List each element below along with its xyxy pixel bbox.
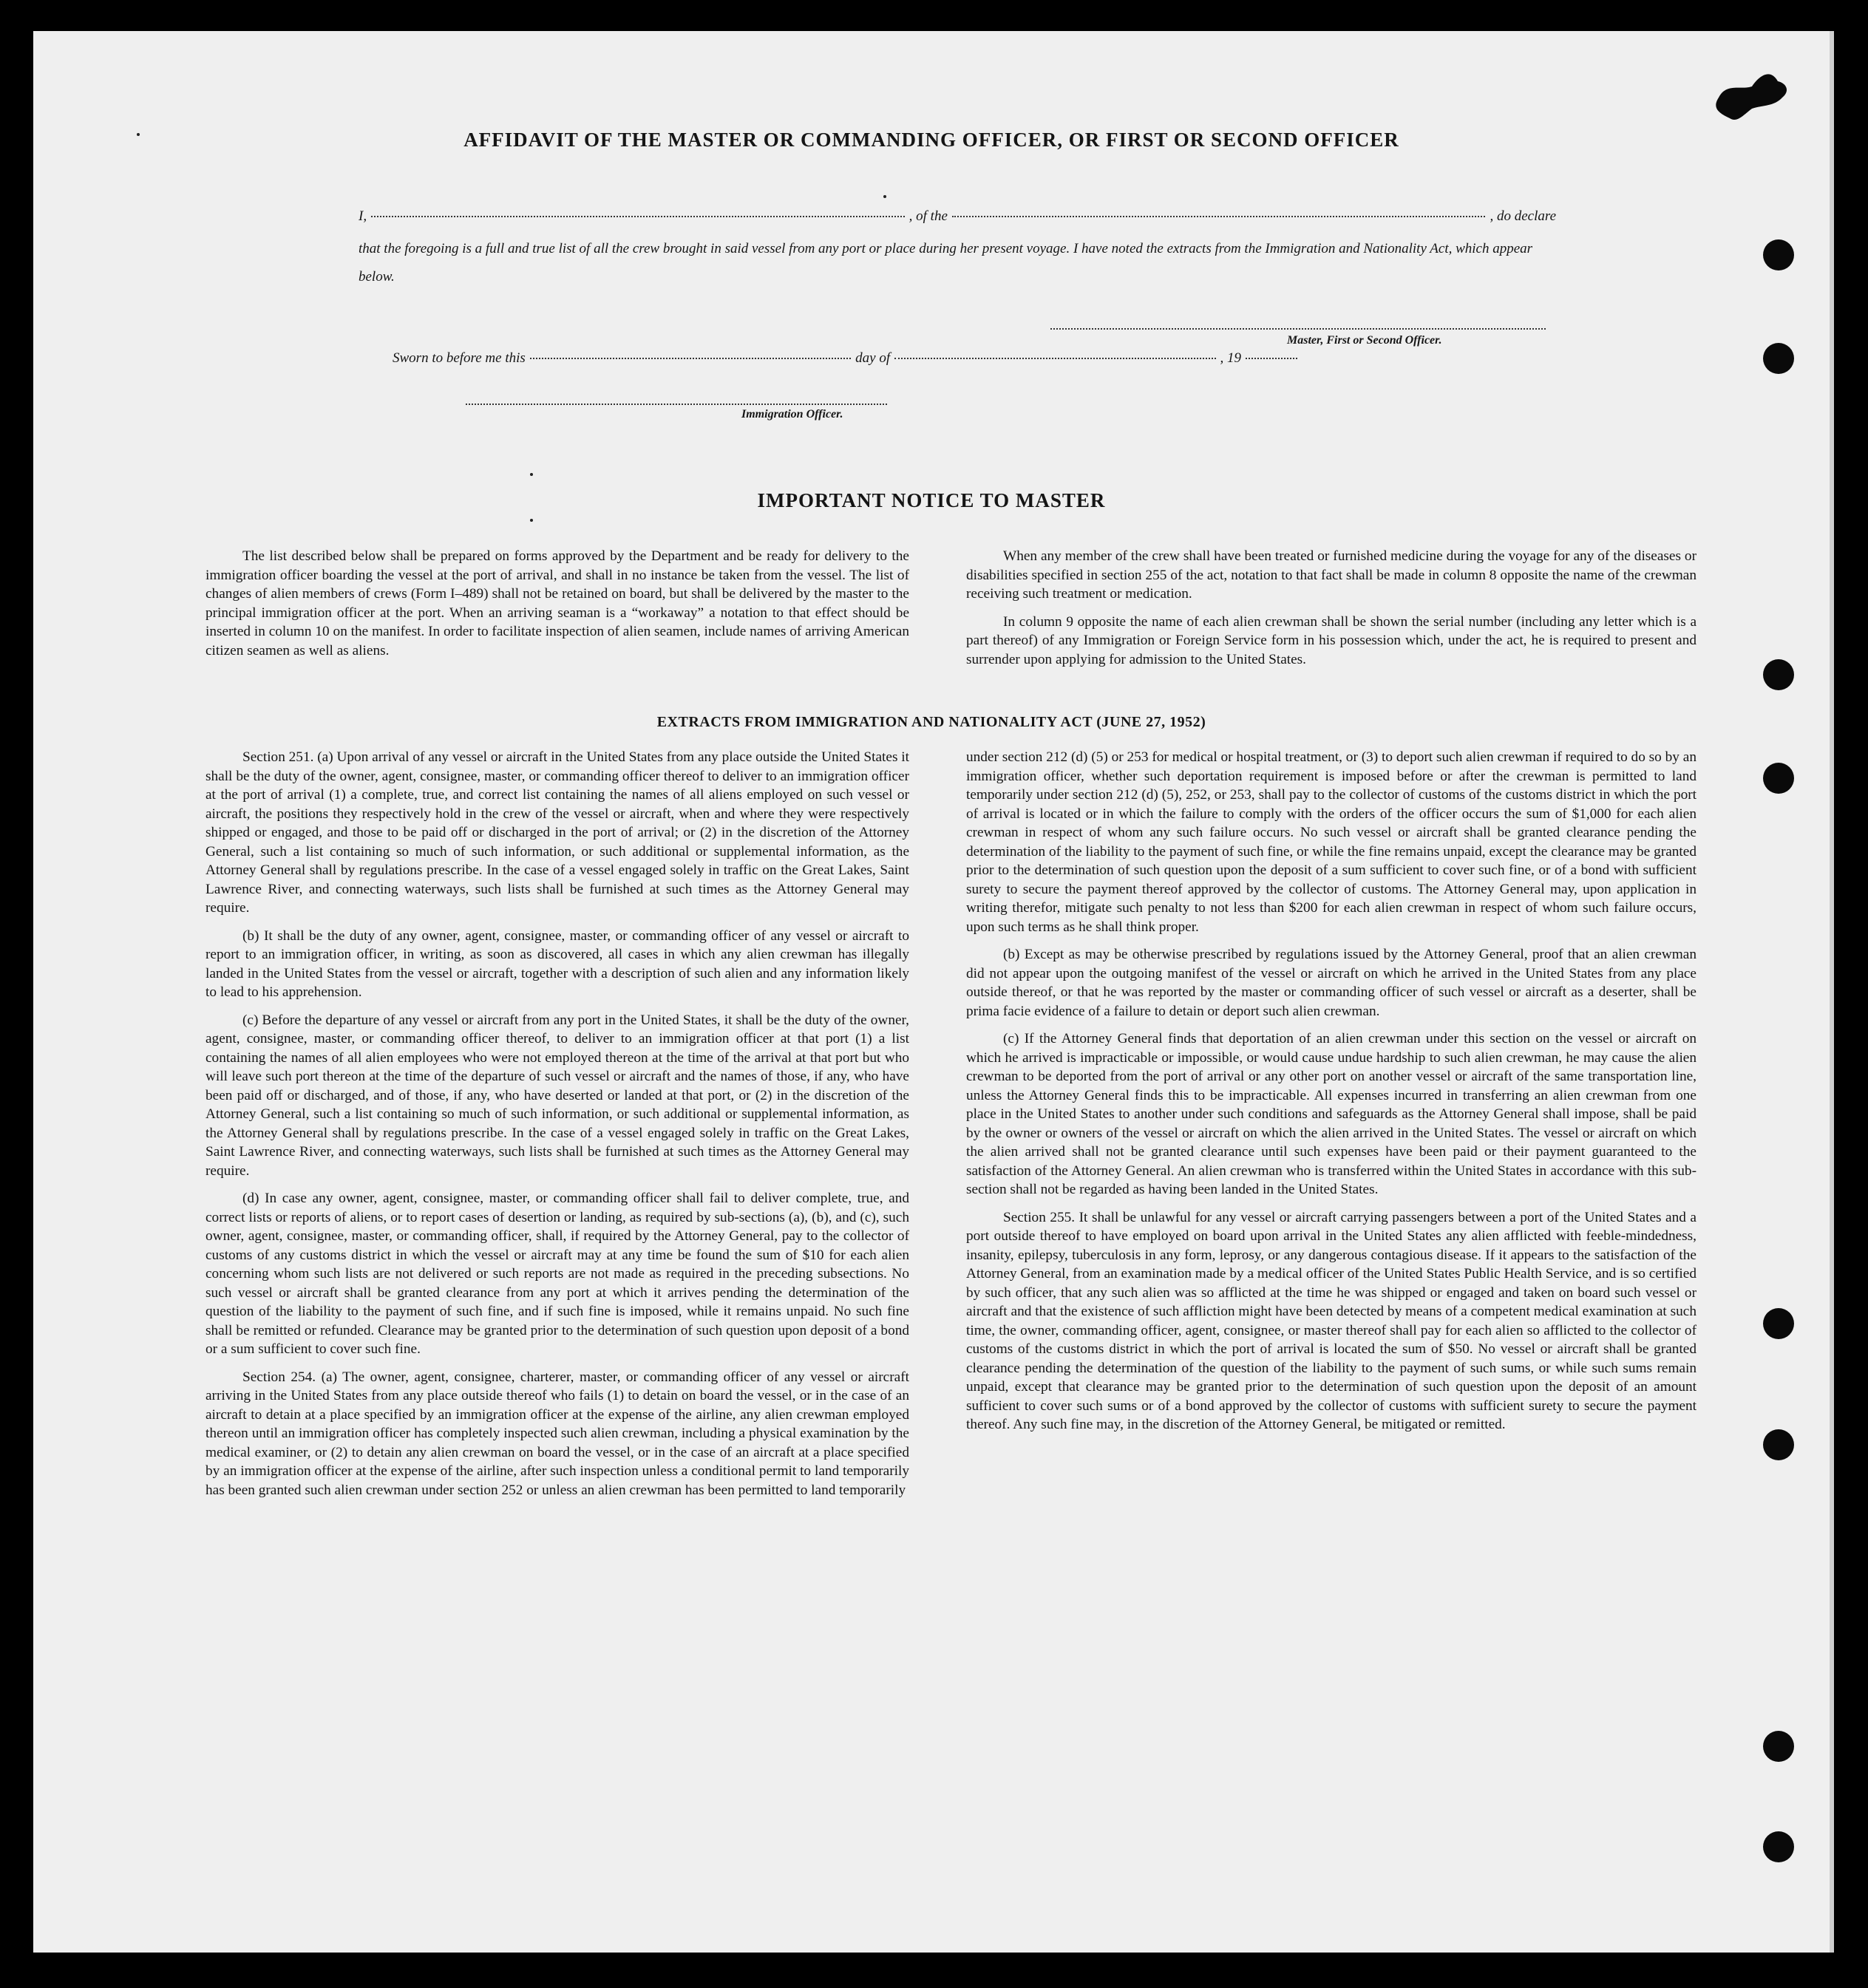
document-page: [33, 31, 1830, 1953]
master-caption: Master, First or Second Officer.: [1287, 334, 1442, 347]
notice-paragraph: When any member of the crew shall have been treated or furnished medicine during the voyage for any of the diseases or disabilities specified in section 255 of the act, notation to that fact shall be made in column 8 opposite the name of the crewman receiving such treatment or medication.: [966, 548, 1697, 602]
extract-paragraph: (b) Except as may be otherwise prescribed by regulations issued by the Attorney General, proof that an alien crewman did not appear upon the outgoing manifest of the vessel or aircraft on which he arrived in the United States from any place outside thereof, or that he was reported by the master or commanding officer of such vessel or aircraft as a deserter, shall be prima facie evidence of a failure to detain or deport such alien crewman.: [966, 947, 1697, 1019]
extract-paragraph: Section 251. (a) Upon arrival of any vessel or aircraft in the United States from any place outside the United States it shall be the duty of the owner, agent, consignee, master, or commanding officer thereof to deliver to an immigration officer at the port of arrival (1) a complete, true, and correct list containing the names of all aliens employed on such vessel or aircraft, the positions they respectively hold in the crew of the vessel or aircraft, when and where they were respectively shipped or engaged, and those to be paid off or discharged in the port of arrival; or (2) in the discretion of the Attorney General, such a list containing so much of such information, or such additional or supplemental information, as the Attorney General shall by regulations prescribe. In the case of a vessel engaged solely in traffic on the Great Lakes, Saint Lawrence River, and connecting waterways, such lists shall be furnished at such times as the Attorney General may require.: [206, 749, 909, 916]
sworn-day-blank[interactable]: [530, 358, 851, 359]
punch-hole-icon: [1763, 763, 1794, 794]
i-label: I,: [359, 208, 367, 224]
name-blank[interactable]: [371, 216, 905, 217]
day-of-label: day of: [855, 350, 891, 366]
scan-speck: [530, 473, 533, 476]
notice-title: IMPORTANT NOTICE TO MASTER: [757, 489, 1106, 511]
sworn-label: Sworn to before me this: [393, 350, 526, 366]
sworn-line: [393, 350, 1302, 367]
sworn-month-blank[interactable]: [894, 358, 1215, 359]
scan-speck: [137, 133, 140, 136]
scan-speck: [530, 519, 533, 522]
extract-paragraph: (c) Before the departure of any vessel or aircraft from any port in the United States, it shall be the duty of the owner, agent, consignee, master, or commanding officer thereof, to deliver to an immigration officer at that port (1) a list containing the names of all alien employees who were not employed thereon at the time of the arrival at that port but who will leave such port thereon at the time of the departure of such vessel or aircraft and the names of those, if any, who have been paid off or discharged, and of those, if any, who have deserted or landed at that port, or (2) in the discretion of the Attorney General, such a list containing so much of such information, or such additional or supplemental information, as the Attorney General shall by regulations prescribe. In the case of a vessel engaged solely in traffic on the Great Lakes, Saint Lawrence River, and connecting waterways, such lists shall be furnished at such times as the Attorney General may require.: [206, 1012, 909, 1179]
affidavit-title: AFFIDAVIT OF THE MASTER OR COMMANDING OFFICER, OR FIRST OR SECOND OFFICER: [463, 129, 1399, 151]
notice-right-column: [966, 547, 1697, 678]
extracts-title: EXTRACTS FROM IMMIGRATION AND NATIONALITY ACT (JUNE 27, 1952): [656, 714, 1206, 730]
declaration-line: [359, 208, 1556, 225]
vessel-blank[interactable]: [952, 216, 1486, 217]
extract-paragraph: Section 255. It shall be unlawful for any vessel or aircraft carrying passengers between a port of the United States and a port outside thereof to have employed on board upon arrival in the United States any alien afflicted with feeble-mindedness, insanity, epilepsy, tuberculosis in any form, leprosy, or any dangerous contagious disease. If it appears to the satisfaction of the Attorney General, from an examination made by a medical officer of the United States Public Health Service, and is so certified by such officer, that any such alien was so afflicted at the time he was shipped or engaged and taken on board such vessel or aircraft and that the existence of such affliction might have been detected by means of a competent medical examination at such time, the owner, commanding officer, agent, consignee, or master thereof shall pay for each alien so afflicted to the collector of customs of the customs district in which the port of arrival is located the sum of $50. No vessel or aircraft shall be granted clearance pending the determination of the question of the liability to the payment of such sums, or while such sums remain unpaid, except that clearance may be granted prior to the determination of such question upon the deposit of an amount sufficient to cover such sums or of a bond approved by the collector of customs with sufficient surety to secure the payment thereof. Any such fine may, in the discretion of the Attorney General, be mitigated or remitted.: [966, 1209, 1697, 1432]
officer-caption: Immigration Officer.: [741, 408, 843, 421]
extracts-left-column: [206, 748, 909, 1508]
punch-hole-icon: [1763, 659, 1794, 690]
extract-paragraph: Section 254. (a) The owner, agent, consignee, charterer, master, or commanding officer of any vessel or aircraft arriving in the United States from any place outside thereof who fails (1) to detain on board the vessel, or in the case of an aircraft to detain at a place specified by an immigration officer at the expense of the airline, any alien crewman employed thereon until an immigration officer has completely inspected such alien crewman, including a physical examination by the medical examiner, or (2) to detain any alien crewman on board the vessel, or in the case of an aircraft at a place specified by an immigration officer at the expense of the airline, after such inspection unless a conditional permit to land temporarily has been granted such alien crewman under section 252 or unless an alien crewman has been permitted to land temporarily: [206, 1369, 909, 1498]
punch-hole-icon: [1763, 1308, 1794, 1339]
sworn-year-blank[interactable]: [1246, 358, 1297, 359]
ink-blot-icon: [1711, 68, 1793, 127]
notice-paragraph: The list described below shall be prepared on forms approved by the Department and be ready for delivery to the immigration officer boarding the vessel at the port of arrival, and shall in no instance be taken from the vessel. The list of changes of alien members of crews (Form I–489) shall not be retained on board, but shall be delivered by the master to the principal immigration officer at the port. When an arriving seaman is a “workaway” a notation to that effect should be inserted in column 10 on the manifest. In order to facilitate inspection of alien seamen, include names of arriving American citizen seamen as well as aliens.: [206, 548, 909, 658]
scan-edge: [1830, 31, 1834, 1953]
punch-hole-icon: [1763, 1731, 1794, 1762]
punch-hole-icon: [1763, 343, 1794, 374]
punch-hole-icon: [1763, 239, 1794, 270]
extract-paragraph: (b) It shall be the duty of any owner, agent, consignee, master, or commanding officer of any vessel or aircraft to report to an immigration officer, in writing, as soon as discovered, all cases in which any alien crewman has illegally landed in the United States from the vessel or aircraft, together with a description of such alien and any information likely to lead to his apprehension.: [206, 927, 909, 1000]
punch-hole-icon: [1763, 1429, 1794, 1460]
year-label: , 19: [1220, 350, 1242, 366]
do-declare-label: , do declare: [1490, 208, 1557, 224]
officer-signature-line[interactable]: [466, 404, 887, 405]
declaration-text: that the foregoing is a full and true list of all the crew brought in said vessel from any port or place during her present voyage. I have noted the extracts from the Immigration and Nationality Act, which appear below.: [359, 241, 1533, 285]
extract-paragraph: (d) In case any owner, agent, consignee, master, or commanding officer shall fail to deliver complete, true, and correct lists or reports of aliens, or to report cases of desertion or landing, as required by sub-sections (a), (b), and (c), such owner, agent, consignee, master, or commanding officer, shall, if required by the Attorney General, pay to the collector of customs of any customs district in which the vessel or aircraft may at any time be found the sum of $10 for each alien concerning whom such lists are not delivered or such reports are not made as required in the preceding subsections. No such vessel or aircraft shall be granted clearance from any port at which it arrives pending the determination of the question of the liability to the payment of such fine, and if such fine is imposed, while it remains unpaid. No such fine shall be remitted or refunded. Clearance may be granted prior to the determination of such question upon deposit of a bond or a sum sufficient to cover such fine.: [206, 1191, 909, 1357]
scan-speck: [883, 195, 886, 198]
master-signature-line[interactable]: [1050, 328, 1546, 330]
of-the-label: , of the: [908, 208, 948, 224]
extract-paragraph: under section 212 (d) (5) or 253 for medical or hospital treatment, or (3) to deport such alien crewman if required to do so by an immigration officer, whether such deportation requirement is imposed before or after the crewman is permitted to land temporarily under section 212 (d) (5), 252, or 253, shall pay to the collector of customs of the customs district in which the port of arrival is located or in which the failure to comply with the orders of the officer occurs the sum of $1,000 for each alien crewman in respect of whom any such failure occurs. No such vessel or aircraft shall be granted clearance pending the determination of the liability to the payment of such fine, or while the fine remains unpaid, except the clearance may be granted prior to the determination of such question upon the deposit of a sum sufficient to cover such fine, or of a bond with sufficient surety to secure the payment thereof approved by the collector of customs. The Attorney General may, upon application in writing therefor, mitigate such penalty to not less than $200 for each alien crewman in respect of whom such failure occurs, upon such terms as he shall think proper.: [966, 749, 1697, 935]
extracts-right-column: [966, 748, 1697, 1443]
extract-paragraph: (c) If the Attorney General finds that deportation of an alien crewman under this section on the vessel or aircraft on which he arrived is impracticable or impossible, or would cause undue hardship to such alien crewman, he may cause the alien crewman to be deported from the port of arrival or any other port on another vessel or aircraft of the same transportation line, unless the Attorney General finds this to be impracticable. All expenses incurred in transferring an alien crewman from one place in the United States to another under such conditions and safeguards as the Attorney General shall impose, shall be paid by the owner or owners of the vessel or aircraft on which the alien arrived in the United States. The vessel or aircraft on which the alien arrived shall not be granted clearance until such expenses have been paid or their payment guaranteed to the satisfaction of the Attorney General. An alien crewman who is transferred within the United States in accordance with this sub-section shall not be regarded as having been landed in the United States.: [966, 1031, 1697, 1197]
notice-paragraph: In column 9 opposite the name of each alien crewman shall be shown the serial number (including any letter which is a part thereof) of any Immigration or Foreign Service form in his possession which, under the act, he is required to present and surrender upon applying for admission to the United States.: [966, 613, 1697, 667]
punch-hole-icon: [1763, 1831, 1794, 1862]
notice-left-column: [206, 547, 909, 669]
